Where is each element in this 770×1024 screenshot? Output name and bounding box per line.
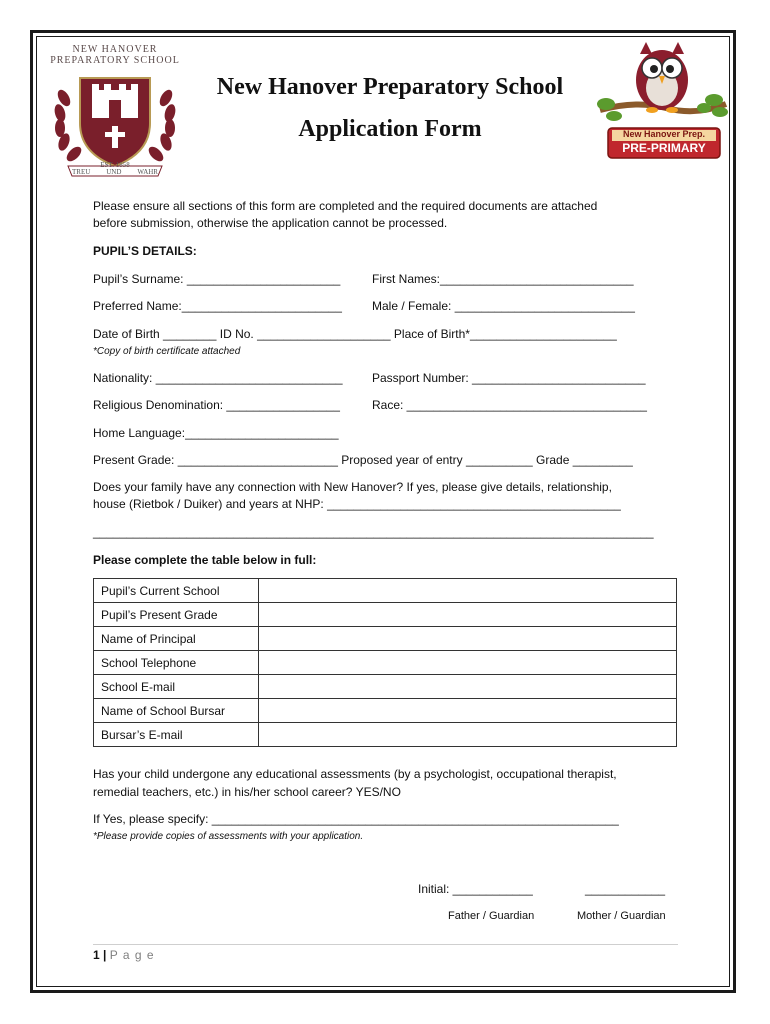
father-initial-field[interactable]: Initial: ____________ bbox=[418, 882, 533, 896]
form-title-school: New Hanover Preparatory School bbox=[216, 74, 564, 100]
connection-question-line2[interactable]: house (Rietbok / Duiker) and years at NHP: ____________________________________________ bbox=[93, 497, 621, 511]
crest-motto-word: WAHR bbox=[137, 168, 158, 176]
preferred-name-field[interactable]: Preferred Name:________________________ bbox=[93, 299, 342, 313]
pre-primary-logo-line2: PRE-PRIMARY bbox=[622, 141, 706, 155]
grade-entry-field[interactable]: Present Grade: ________________________ Proposed year of entry __________ Grade _________ bbox=[93, 453, 633, 467]
page-footer bbox=[93, 948, 155, 963]
page-word: P a g e bbox=[109, 948, 155, 962]
crest-motto-word: TREU bbox=[72, 168, 91, 176]
mother-guardian-label: Mother / Guardian bbox=[577, 910, 666, 922]
form-title: Application Form bbox=[298, 116, 482, 142]
surname-field[interactable]: Pupil’s Surname: _______________________ bbox=[93, 272, 341, 286]
table-row bbox=[94, 579, 677, 603]
table-row bbox=[94, 651, 677, 675]
crest-motto-word: UND bbox=[106, 168, 122, 176]
table-row-label: School E-mail bbox=[94, 675, 259, 699]
crest-motto bbox=[72, 168, 158, 176]
assessments-question-line2[interactable]: remedial teachers, etc.) in his/her school career? YES/NO bbox=[93, 785, 401, 799]
page-separator: | bbox=[103, 948, 107, 962]
table-row-value-field[interactable] bbox=[259, 651, 677, 675]
birth-id-place-field[interactable]: Date of Birth ________ ID No. ____________________ Place of Birth*______________________ bbox=[93, 327, 617, 341]
table-row-value-field[interactable] bbox=[259, 627, 677, 651]
school-table-heading: Please complete the table below in full: bbox=[93, 553, 317, 567]
assessments-note: *Please provide copies of assessments with your application. bbox=[93, 831, 364, 842]
table-row bbox=[94, 699, 677, 723]
intro-line2: before submission, otherwise the application cannot be processed. bbox=[93, 216, 448, 230]
pre-primary-logo-line1: New Hanover Prep. bbox=[622, 129, 706, 139]
pre-primary-owl-logo bbox=[596, 38, 730, 164]
mother-initial-field[interactable]: ____________ bbox=[585, 882, 666, 896]
table-row-value-field[interactable] bbox=[259, 579, 677, 603]
crest-name-line1: NEW HANOVER bbox=[72, 44, 158, 55]
father-guardian-label: Father / Guardian bbox=[448, 910, 535, 922]
connection-extra-line[interactable]: ____________________________________________________________________________________ bbox=[93, 525, 654, 539]
table-row-value-field[interactable] bbox=[259, 675, 677, 699]
table-row bbox=[94, 627, 677, 651]
first-names-field[interactable]: First Names:_____________________________ bbox=[372, 272, 634, 286]
table-row-label: Name of Principal bbox=[94, 627, 259, 651]
table-row-value-field[interactable] bbox=[259, 723, 677, 747]
race-field[interactable]: Race: ____________________________________ bbox=[372, 398, 647, 412]
table-row bbox=[94, 603, 677, 627]
table-row-label: Bursar’s E-mail bbox=[94, 723, 259, 747]
table-row-label: Pupil’s Current School bbox=[94, 579, 259, 603]
crest-name-line2: PREPARATORY SCHOOL bbox=[50, 55, 180, 66]
birth-certificate-note: *Copy of birth certificate attached bbox=[93, 346, 241, 357]
nationality-field[interactable]: Nationality: ____________________________ bbox=[93, 371, 343, 385]
intro-line1: Please ensure all sections of this form are completed and the required documents are attached bbox=[93, 199, 598, 213]
table-row-label: School Telephone bbox=[94, 651, 259, 675]
home-language-field[interactable]: Home Language:_______________________ bbox=[93, 426, 339, 440]
table-row-label: Name of School Bursar bbox=[94, 699, 259, 723]
passport-field[interactable]: Passport Number: __________________________ bbox=[372, 371, 646, 385]
crest-est: EST. 1858 bbox=[100, 161, 130, 169]
page-number: 1 bbox=[93, 948, 100, 962]
connection-question-line1: Does your family have any connection with New Hanover? If yes, please give details, relationship, bbox=[93, 480, 612, 494]
assessments-specify-field[interactable]: If Yes, please specify: _____________________________________________________________ bbox=[93, 812, 619, 826]
assessments-question-line1: Has your child undergone any educational assessments (by a psychologist, occupational therapist, bbox=[93, 767, 617, 781]
pupil-details-heading: PUPIL’S DETAILS: bbox=[93, 244, 197, 258]
current-school-table bbox=[93, 578, 677, 747]
table-row-value-field[interactable] bbox=[259, 699, 677, 723]
school-crest-logo bbox=[50, 42, 180, 177]
footer-divider bbox=[93, 944, 678, 945]
table-row-label: Pupil’s Present Grade bbox=[94, 603, 259, 627]
table-row bbox=[94, 675, 677, 699]
table-row bbox=[94, 723, 677, 747]
table-row-value-field[interactable] bbox=[259, 603, 677, 627]
gender-field[interactable]: Male / Female: ___________________________ bbox=[372, 299, 635, 313]
religion-field[interactable]: Religious Denomination: _________________ bbox=[93, 398, 340, 412]
